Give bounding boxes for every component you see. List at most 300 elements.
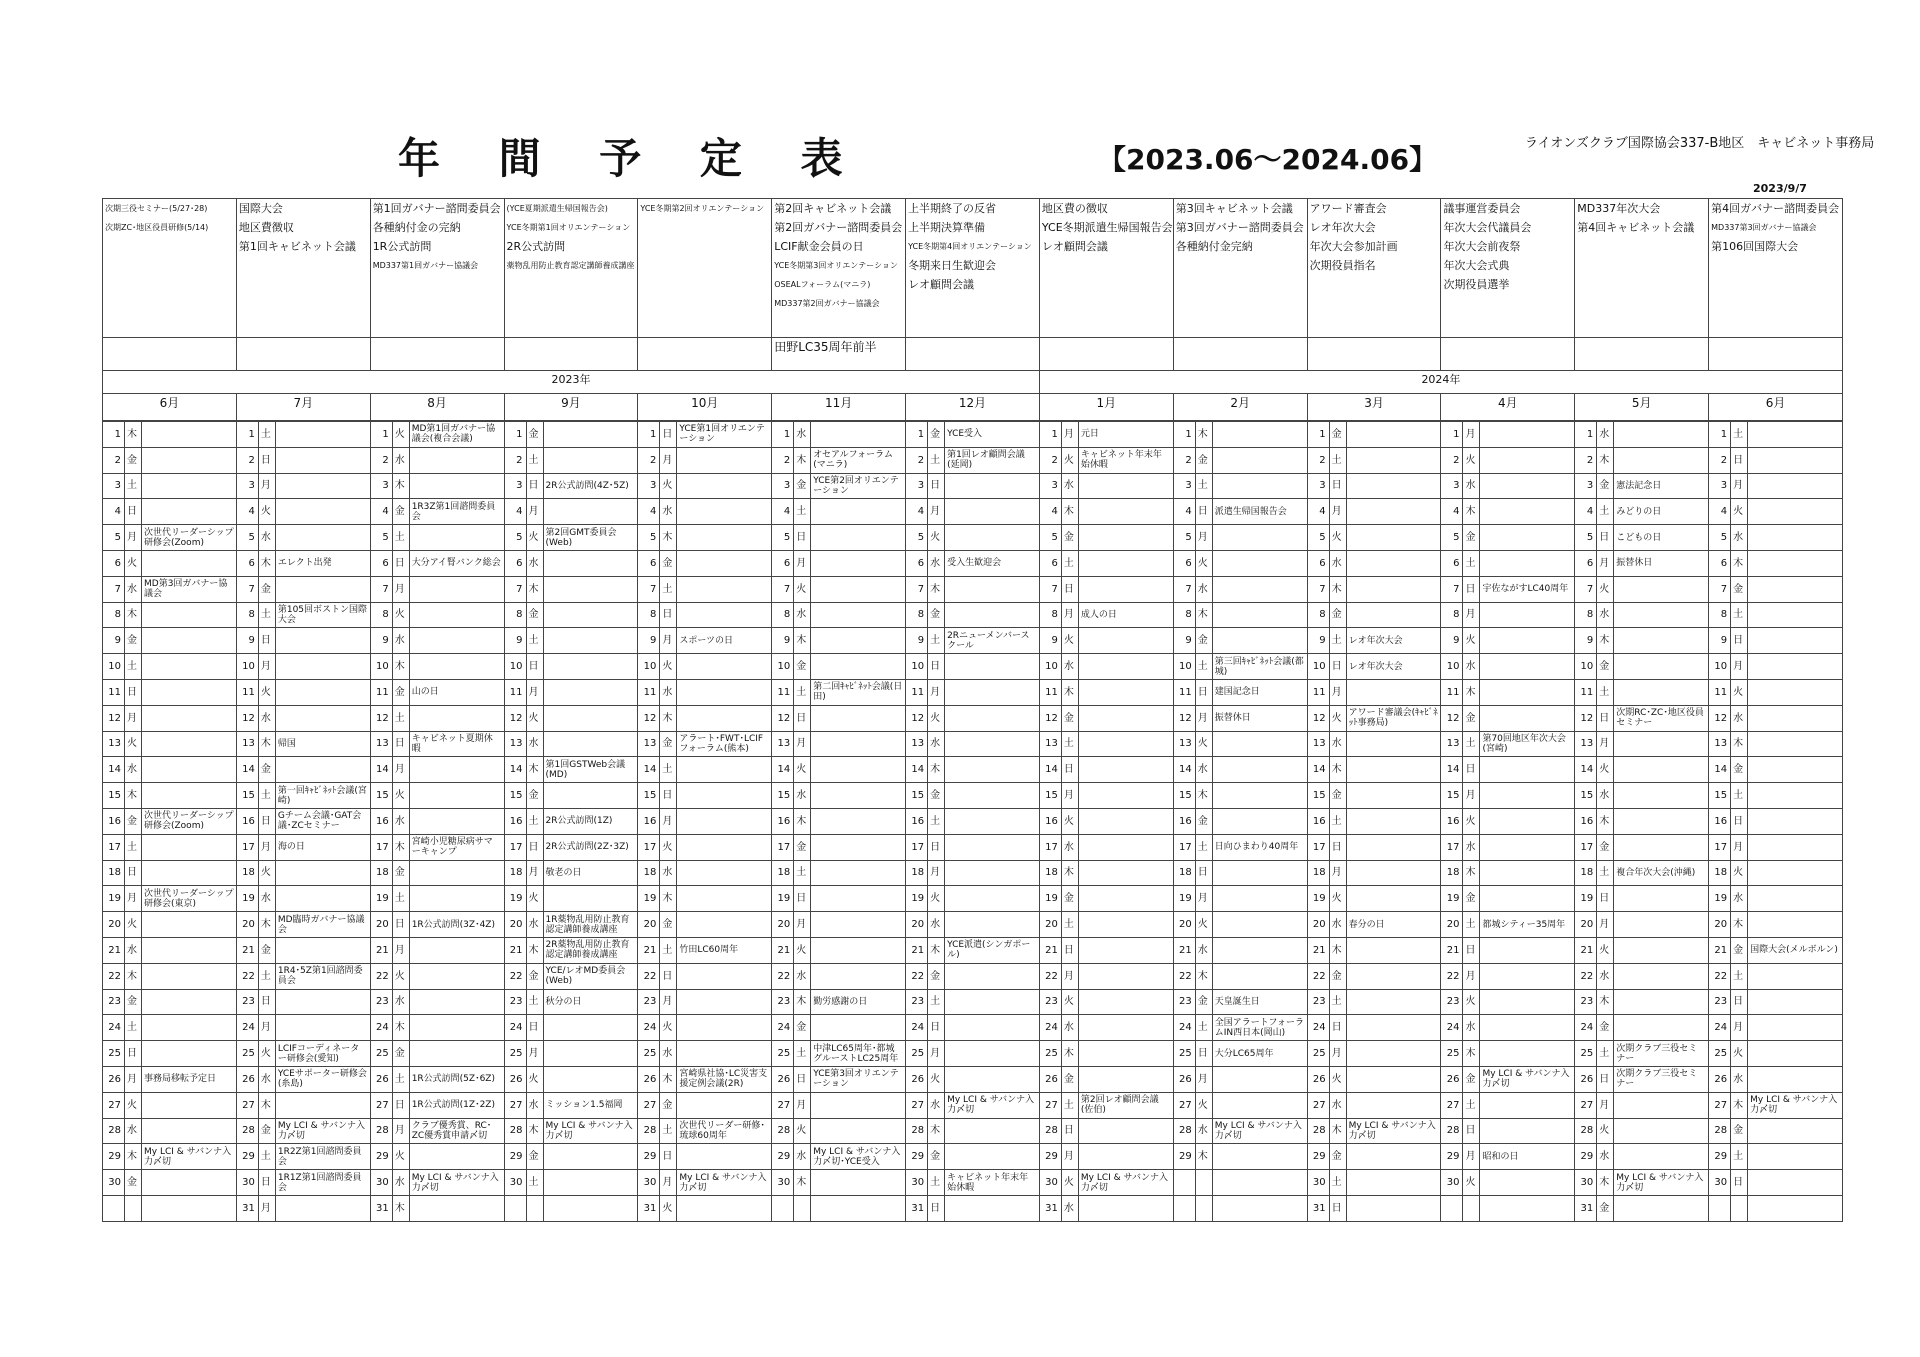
day-number: 3 [103,473,125,499]
day-event: 次期クラブ三役セミナー [1614,1041,1709,1067]
event-item: 冬期来日生歓迎会 [908,259,997,272]
day-event [1748,550,1843,576]
day-number: 1 [1173,422,1195,448]
weekday: 土 [794,499,811,525]
day-number: 5 [236,525,258,551]
weekday: 火 [1463,447,1480,473]
day-event [1346,679,1441,705]
day-event: My LCI & サバンナ入力〆切 [1748,1092,1843,1118]
weekday: 月 [125,1066,142,1092]
day-number: 30 [1039,1170,1061,1196]
weekday: 月 [1463,963,1480,989]
event-item: 地区費徴収 [238,221,294,234]
day-number: 3 [1709,473,1731,499]
day-number: 20 [236,912,258,938]
day-event [677,1041,772,1067]
weekday: 日 [1061,937,1078,963]
day-event [142,963,237,989]
day-event [677,679,772,705]
weekday: 火 [125,912,142,938]
day-event [275,860,370,886]
day-row [103,808,1843,834]
weekday: 木 [1329,937,1346,963]
day-number: 27 [906,1092,928,1118]
day-event [677,473,772,499]
weekday: 火 [1597,576,1614,602]
day-number: 3 [1441,473,1463,499]
day-event [1212,1066,1307,1092]
day-event [275,654,370,680]
weekday: 土 [1731,422,1748,448]
day-number: 22 [772,963,794,989]
day-event [142,705,237,731]
day-event [142,499,237,525]
day-number: 15 [906,783,928,809]
weekday: 木 [392,834,409,860]
weekday: 金 [125,628,142,654]
day-event [543,1195,638,1221]
weekday: 火 [1195,550,1212,576]
day-event [811,602,906,628]
day-event [1346,1041,1441,1067]
weekday: 日 [392,1092,409,1118]
weekday: 月 [1597,550,1614,576]
day-number: 23 [638,989,660,1015]
weekday: 土 [660,937,677,963]
day-event [1614,783,1709,809]
weekday: 木 [1195,963,1212,989]
day-number: 24 [638,1015,660,1041]
day-number: 27 [772,1092,794,1118]
day-event [1212,783,1307,809]
day-number: 27 [103,1092,125,1118]
day-number: 19 [1441,886,1463,912]
day-number: 3 [504,473,526,499]
day-event: 次世代リーダー研修･琉球60周年 [677,1118,772,1144]
day-event [275,499,370,525]
weekday: 火 [928,886,945,912]
day-number: 15 [772,783,794,809]
day-event [1346,808,1441,834]
day-event: 第1回レオ顧問会議(延岡) [945,447,1040,473]
day-row [103,963,1843,989]
day-number: 17 [370,834,392,860]
weekday: 木 [1329,576,1346,602]
day-number: 21 [1307,937,1329,963]
day-event [543,886,638,912]
day-number: 25 [1575,1041,1597,1067]
weekday: 日 [660,422,677,448]
weekday: 木 [258,912,275,938]
day-number: 25 [236,1041,258,1067]
day-event [1614,628,1709,654]
weekday: 土 [392,525,409,551]
day-event [811,731,906,757]
weekday: 金 [1195,628,1212,654]
day-event [275,525,370,551]
weekday: 土 [1731,1144,1748,1170]
day-number: 10 [1307,654,1329,680]
day-number: 9 [638,628,660,654]
weekday: 土 [526,628,543,654]
day-number: 12 [236,705,258,731]
weekday: 木 [660,1066,677,1092]
day-event [1748,602,1843,628]
day-number: 4 [1039,499,1061,525]
weekday: 土 [125,1015,142,1041]
day-number: 22 [1441,963,1463,989]
day-number: 19 [638,886,660,912]
day-number: 5 [638,525,660,551]
day-event [677,1144,772,1170]
weekday: 月 [1463,422,1480,448]
day-event [677,654,772,680]
day-event [1346,447,1441,473]
day-number: 3 [1039,473,1061,499]
day-event [142,1170,237,1196]
day-number: 9 [1307,628,1329,654]
events-cell [1173,199,1307,338]
weekday: 月 [258,834,275,860]
day-event [275,705,370,731]
day-number: 30 [772,1170,794,1196]
day-number: 4 [1709,499,1731,525]
weekday: 日 [125,499,142,525]
weekday: 日 [1195,499,1212,525]
weekday: 日 [125,1041,142,1067]
day-event [409,1015,504,1041]
weekday: 水 [1061,654,1078,680]
note-cell [1709,338,1843,371]
events-cell [1039,199,1173,338]
day-number: 29 [906,1144,928,1170]
weekday: 火 [1329,525,1346,551]
day-number: 18 [1575,860,1597,886]
day-event [945,576,1040,602]
day-event [677,499,772,525]
day-number: 31 [236,1195,258,1221]
weekday: 木 [794,1170,811,1196]
weekday: 水 [1597,422,1614,448]
day-number: 25 [1307,1041,1329,1067]
day-event [945,525,1040,551]
weekday: 金 [1061,525,1078,551]
weekday: 火 [1195,731,1212,757]
day-event [142,912,237,938]
day-event [1212,550,1307,576]
day-number: 1 [1709,422,1731,448]
day-number: 23 [906,989,928,1015]
event-item: MD337年次大会 [1577,202,1661,215]
day-event: ミッション1.5福岡 [543,1092,638,1118]
weekday: 木 [794,989,811,1015]
day-event [1078,783,1173,809]
day-event [409,654,504,680]
weekday: 金 [1597,1195,1614,1221]
weekday: 木 [258,550,275,576]
day-event [142,989,237,1015]
day-event: YCE第2回オリエンテーション [811,473,906,499]
day-event [1480,783,1575,809]
event-item: 各種納付金の完納 [372,221,461,234]
day-event [275,628,370,654]
day-number: 29 [1441,1144,1463,1170]
weekday: 日 [794,1066,811,1092]
day-event [1346,963,1441,989]
day-number: 20 [772,912,794,938]
weekday: 土 [526,447,543,473]
day-event [409,989,504,1015]
day-number: 18 [772,860,794,886]
day-number: 21 [1441,937,1463,963]
day-number: 16 [1709,808,1731,834]
day-event [1346,757,1441,783]
weekday: 土 [928,808,945,834]
day-event [1078,834,1173,860]
day-event [677,602,772,628]
weekday: 水 [258,1066,275,1092]
day-number: 24 [370,1015,392,1041]
weekday: 土 [928,989,945,1015]
day-event [945,499,1040,525]
day-number: 15 [1441,783,1463,809]
day-event [677,525,772,551]
day-number: 26 [906,1066,928,1092]
day-event [1346,550,1441,576]
day-number [1709,1195,1731,1221]
day-number: 15 [1173,783,1195,809]
day-event [1748,1015,1843,1041]
day-number: 6 [103,550,125,576]
day-event [1346,1066,1441,1092]
weekday: 木 [928,576,945,602]
day-number: 15 [236,783,258,809]
day-number: 2 [504,447,526,473]
day-event [945,1015,1040,1041]
weekday: 水 [1061,473,1078,499]
day-event [1480,628,1575,654]
note-cell [906,338,1040,371]
day-event [1212,628,1307,654]
day-number: 29 [1039,1144,1061,1170]
day-number: 16 [906,808,928,834]
day-number: 24 [1709,1015,1731,1041]
events-cell [1307,199,1441,338]
day-number: 31 [1575,1195,1597,1221]
day-event [677,705,772,731]
weekday: 水 [928,550,945,576]
day-event: レオ年次大会 [1346,628,1441,654]
day-number: 16 [1039,808,1061,834]
weekday: 月 [1463,602,1480,628]
weekday: 火 [1329,886,1346,912]
day-event [1614,808,1709,834]
day-number: 24 [1307,1015,1329,1041]
weekday: 月 [258,1195,275,1221]
weekday [1195,1170,1212,1196]
weekday: 木 [660,525,677,551]
day-event: 2R公式訪問(4Z･5Z) [543,473,638,499]
day-event [1614,834,1709,860]
day-number: 19 [236,886,258,912]
weekday: 月 [1731,473,1748,499]
day-number: 28 [1173,1118,1195,1144]
day-row [103,1170,1843,1196]
weekday: 火 [392,1144,409,1170]
weekday: 金 [1731,757,1748,783]
day-number: 30 [1441,1170,1463,1196]
day-number: 10 [1441,654,1463,680]
weekday: 月 [794,731,811,757]
day-number: 5 [1441,525,1463,551]
event-item: 第2回ガバナー諮問委員会 [774,221,903,234]
day-event [811,1118,906,1144]
day-number: 9 [1575,628,1597,654]
day-number: 15 [103,783,125,809]
day-number: 26 [1709,1066,1731,1092]
day-event [1480,422,1575,448]
note-cell [1575,338,1709,371]
weekday: 月 [125,705,142,731]
day-number: 29 [1173,1144,1195,1170]
day-number: 15 [1039,783,1061,809]
day-event [543,602,638,628]
weekday: 火 [1061,989,1078,1015]
event-item: YCE冬期第2回オリエンテーション [640,204,765,213]
note-cell [1039,338,1173,371]
weekday: 水 [660,499,677,525]
weekday: 月 [1731,654,1748,680]
day-event [543,731,638,757]
day-event [1614,1118,1709,1144]
day-number: 22 [236,963,258,989]
weekday: 水 [258,886,275,912]
day-number: 8 [772,602,794,628]
weekday: 土 [1329,1170,1346,1196]
day-number: 4 [236,499,258,525]
day-number: 18 [1307,860,1329,886]
day-event [1748,705,1843,731]
event-item: アワード審査会 [1309,202,1387,215]
day-event: Gチーム会議･GAT会議･ZCセミナー [275,808,370,834]
day-row [103,654,1843,680]
event-item: 国際大会 [238,202,283,215]
day-event: 全国アラートフォーラムIN西日本(岡山) [1212,1015,1307,1041]
day-number: 21 [370,937,392,963]
day-number: 24 [772,1015,794,1041]
day-number: 19 [906,886,928,912]
weekday: 土 [660,1118,677,1144]
day-event [543,705,638,731]
day-number: 11 [370,679,392,705]
day-event [1614,602,1709,628]
day-number: 14 [1039,757,1061,783]
day-event [1346,886,1441,912]
weekday: 水 [1597,963,1614,989]
year-2023: 2023年 [103,371,1040,394]
day-number: 22 [103,963,125,989]
day-number: 24 [1575,1015,1597,1041]
weekday: 木 [1061,860,1078,886]
day-number: 9 [103,628,125,654]
day-event [1078,550,1173,576]
weekday: 月 [1195,886,1212,912]
day-event: キャビネット年末年始休暇 [945,1170,1040,1196]
weekday: 土 [392,886,409,912]
day-event [945,731,1040,757]
event-item: 次期役員指名 [1309,259,1376,272]
day-event [811,628,906,654]
day-event [142,1195,237,1221]
day-number: 23 [1441,989,1463,1015]
day-event: 秋分の日 [543,989,638,1015]
weekday: 日 [1195,860,1212,886]
notes-row [103,338,1843,371]
weekday: 日 [928,834,945,860]
day-event [945,654,1040,680]
weekday: 水 [1597,1144,1614,1170]
day-event: My LCI & サバンナ入力〆切 [142,1144,237,1170]
day-number: 2 [236,447,258,473]
event-item: 次期役員選挙 [1443,278,1510,291]
day-event [945,886,1040,912]
day-number: 7 [1039,576,1061,602]
weekday: 土 [1329,989,1346,1015]
day-row [103,602,1843,628]
day-event [945,783,1040,809]
weekday: 水 [794,422,811,448]
weekday: 水 [1329,731,1346,757]
weekday: 月 [125,886,142,912]
weekday: 木 [1195,1144,1212,1170]
day-event: MD第3回ガバナー協議会 [142,576,237,602]
weekday: 土 [1731,963,1748,989]
day-event [677,989,772,1015]
day-number: 13 [638,731,660,757]
weekday: 水 [1061,1015,1078,1041]
weekday: 日 [660,602,677,628]
day-number: 26 [1039,1066,1061,1092]
weekday: 金 [125,808,142,834]
day-event [543,550,638,576]
day-number: 31 [1039,1195,1061,1221]
weekday: 火 [1597,757,1614,783]
day-number: 23 [1039,989,1061,1015]
day-number: 9 [1441,628,1463,654]
event-item: 年次大会代議員会 [1443,221,1532,234]
year-row [103,371,1843,394]
day-number: 16 [638,808,660,834]
day-event [811,1092,906,1118]
day-event [543,422,638,448]
day-event [677,447,772,473]
weekday: 土 [660,576,677,602]
day-row [103,525,1843,551]
day-number: 8 [1575,602,1597,628]
weekday: 火 [1195,912,1212,938]
weekday: 土 [928,628,945,654]
day-number: 23 [1709,989,1731,1015]
day-event [945,912,1040,938]
event-item: MD337第3回ガバナー協議会 [1711,223,1817,232]
weekday: 日 [526,834,543,860]
weekday: 木 [526,937,543,963]
weekday: 火 [526,705,543,731]
day-event [1078,757,1173,783]
event-item: 年次大会前夜祭 [1443,240,1521,253]
day-event [1212,808,1307,834]
events-cell [1441,199,1575,338]
